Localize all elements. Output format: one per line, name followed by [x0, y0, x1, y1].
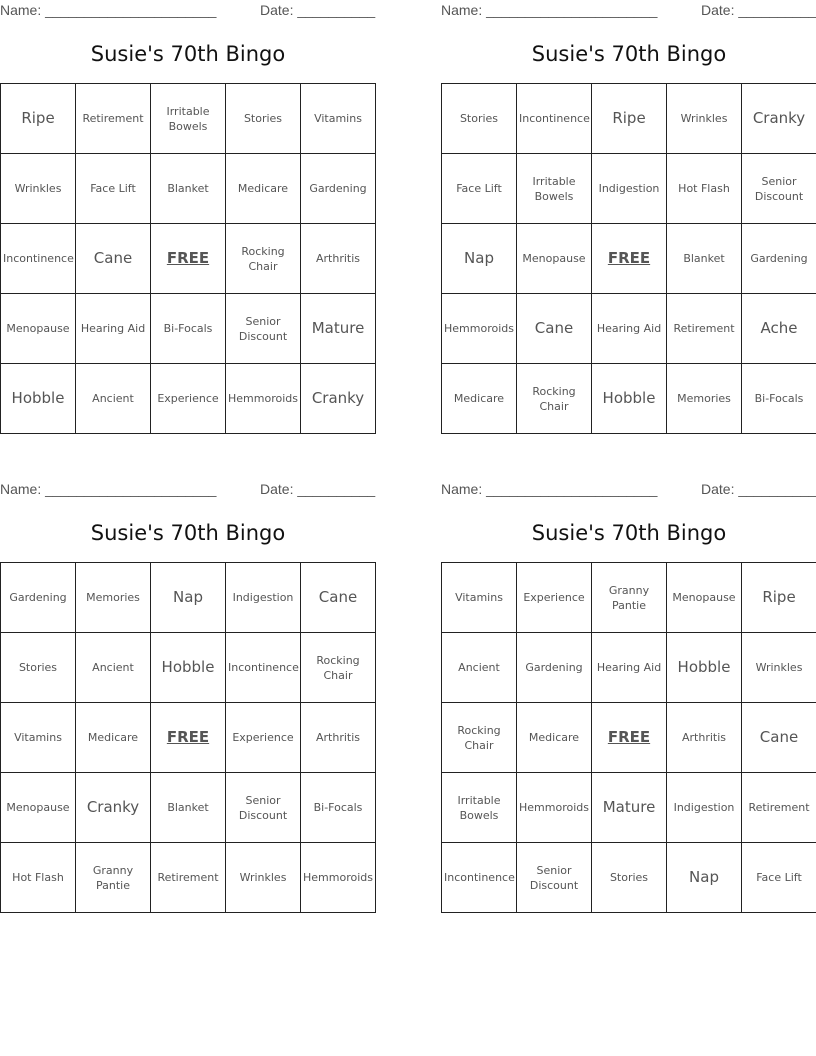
card-title: Susie's 70th Bingo: [90, 42, 286, 66]
bingo-cell[interactable]: Cranky: [301, 364, 376, 434]
bingo-row: [1, 294, 376, 364]
bingo-cell[interactable]: Medicare: [517, 703, 592, 773]
bingo-cell[interactable]: Indigestion: [667, 773, 742, 843]
bingo-cell[interactable]: Retirement: [742, 773, 816, 843]
bingo-cell[interactable]: Rocking Chair: [442, 703, 517, 773]
name-field[interactable]: Name: ______________________: [441, 481, 658, 497]
bingo-cell[interactable]: Senior Discount: [742, 154, 816, 224]
bingo-cell[interactable]: Memories: [667, 364, 742, 434]
bingo-cell[interactable]: Mature: [592, 773, 667, 843]
bingo-cell[interactable]: Vitamins: [301, 84, 376, 154]
bingo-cell[interactable]: Cranky: [76, 773, 151, 843]
name-field[interactable]: Name: ______________________: [0, 481, 217, 497]
bingo-cell[interactable]: Gardening: [517, 633, 592, 703]
free-space[interactable]: FREE: [592, 224, 667, 294]
bingo-cell[interactable]: Stories: [442, 84, 517, 154]
name-date-line: [441, 479, 816, 501]
bingo-cell[interactable]: Irritable Bowels: [517, 154, 592, 224]
card-title: Susie's 70th Bingo: [531, 521, 727, 545]
bingo-cell[interactable]: Ancient: [442, 633, 517, 703]
bingo-row: [1, 843, 376, 913]
bingo-row: [442, 633, 816, 703]
bingo-cell[interactable]: Medicare: [226, 154, 301, 224]
free-space[interactable]: FREE: [592, 703, 667, 773]
bingo-cell[interactable]: Hobble: [592, 364, 667, 434]
bingo-row: [1, 364, 376, 434]
bingo-cell[interactable]: Hearing Aid: [592, 294, 667, 364]
date-field[interactable]: Date: __________: [260, 2, 376, 18]
bingo-cell[interactable]: Hearing Aid: [592, 633, 667, 703]
free-space[interactable]: FREE: [151, 224, 226, 294]
bingo-cell[interactable]: Medicare: [442, 364, 517, 434]
name-date-line: [441, 0, 816, 22]
card-title: Susie's 70th Bingo: [531, 42, 727, 66]
bingo-row: [442, 294, 816, 364]
bingo-cell[interactable]: Wrinkles: [1, 154, 76, 224]
bingo-cell[interactable]: Ripe: [1, 84, 76, 154]
bingo-cell[interactable]: Menopause: [517, 224, 592, 294]
bingo-cell[interactable]: Hobble: [1, 364, 76, 434]
bingo-cell[interactable]: Nap: [151, 563, 226, 633]
bingo-cell[interactable]: Wrinkles: [226, 843, 301, 913]
bingo-cell[interactable]: Arthritis: [667, 703, 742, 773]
bingo-cell[interactable]: Irritable Bowels: [151, 84, 226, 154]
bingo-row: [1, 563, 376, 633]
bingo-grid: [0, 562, 376, 913]
bingo-row: [442, 773, 816, 843]
bingo-cell[interactable]: Retirement: [151, 843, 226, 913]
bingo-cell[interactable]: Hemmoroids: [442, 294, 517, 364]
bingo-cell[interactable]: Nap: [667, 843, 742, 913]
free-space[interactable]: FREE: [151, 703, 226, 773]
bingo-row: [1, 154, 376, 224]
bingo-cell[interactable]: Incontinence: [517, 84, 592, 154]
bingo-cell[interactable]: Irritable Bowels: [442, 773, 517, 843]
bingo-cell[interactable]: Blanket: [667, 224, 742, 294]
date-field[interactable]: Date: __________: [701, 481, 816, 497]
bingo-grid: [441, 562, 816, 913]
bingo-cell[interactable]: Bi-Focals: [151, 294, 226, 364]
bingo-cell[interactable]: Stories: [226, 84, 301, 154]
bingo-cell[interactable]: Menopause: [667, 563, 742, 633]
bingo-cell[interactable]: Rocking Chair: [226, 224, 301, 294]
bingo-row: [1, 773, 376, 843]
date-field[interactable]: Date: __________: [260, 481, 376, 497]
bingo-row: [442, 364, 816, 434]
name-date-line: [0, 0, 376, 22]
bingo-card: [0, 0, 376, 407]
bingo-cell[interactable]: Hobble: [151, 633, 226, 703]
bingo-cell[interactable]: Face Lift: [742, 843, 816, 913]
bingo-cell[interactable]: Hemmoroids: [517, 773, 592, 843]
bingo-cell[interactable]: Ache: [742, 294, 816, 364]
bingo-grid: [441, 83, 816, 434]
bingo-cell[interactable]: Menopause: [1, 294, 76, 364]
bingo-cell[interactable]: Hot Flash: [1, 843, 76, 913]
bingo-cell[interactable]: Ripe: [742, 563, 816, 633]
bingo-row: [442, 154, 816, 224]
bingo-cell[interactable]: Ripe: [592, 84, 667, 154]
bingo-cell[interactable]: Menopause: [1, 773, 76, 843]
bingo-cell[interactable]: Experience: [517, 563, 592, 633]
bingo-cell[interactable]: Incontinence: [1, 224, 76, 294]
bingo-cell[interactable]: Blanket: [151, 154, 226, 224]
bingo-cell[interactable]: Indigestion: [592, 154, 667, 224]
bingo-cell[interactable]: Stories: [592, 843, 667, 913]
bingo-cell[interactable]: Cane: [742, 703, 816, 773]
bingo-cell[interactable]: Hemmoroids: [226, 364, 301, 434]
bingo-cell[interactable]: Nap: [442, 224, 517, 294]
bingo-cell[interactable]: Incontinence: [226, 633, 301, 703]
bingo-cell[interactable]: Retirement: [667, 294, 742, 364]
bingo-cell[interactable]: Rocking Chair: [517, 364, 592, 434]
bingo-row: [442, 224, 816, 294]
bingo-cell[interactable]: Arthritis: [301, 224, 376, 294]
bingo-cell[interactable]: Medicare: [76, 703, 151, 773]
bingo-cell[interactable]: Cane: [76, 224, 151, 294]
bingo-grid: [0, 83, 376, 434]
date-field[interactable]: Date: __________: [701, 2, 816, 18]
bingo-cell[interactable]: Experience: [226, 703, 301, 773]
bingo-cell[interactable]: Hearing Aid: [76, 294, 151, 364]
bingo-card: [441, 479, 816, 892]
name-field[interactable]: Name: ______________________: [0, 2, 217, 18]
bingo-cell[interactable]: Ancient: [76, 364, 151, 434]
bingo-cell[interactable]: Granny Pantie: [592, 563, 667, 633]
bingo-cell[interactable]: Stories: [1, 633, 76, 703]
bingo-cell[interactable]: Wrinkles: [742, 633, 816, 703]
bingo-cell[interactable]: Gardening: [1, 563, 76, 633]
bingo-cell[interactable]: Cane: [301, 563, 376, 633]
name-field[interactable]: Name: ______________________: [441, 2, 658, 18]
bingo-cell[interactable]: Cane: [517, 294, 592, 364]
bingo-cell[interactable]: Vitamins: [1, 703, 76, 773]
bingo-row: [442, 563, 816, 633]
bingo-cell[interactable]: Senior Discount: [517, 843, 592, 913]
bingo-cell[interactable]: Memories: [76, 563, 151, 633]
bingo-cell[interactable]: Gardening: [301, 154, 376, 224]
bingo-cell[interactable]: Retirement: [76, 84, 151, 154]
bingo-cell[interactable]: Bi-Focals: [742, 364, 816, 434]
bingo-cell[interactable]: Wrinkles: [667, 84, 742, 154]
bingo-cell[interactable]: Senior Discount: [226, 294, 301, 364]
name-date-line: [0, 479, 376, 501]
bingo-cell[interactable]: Gardening: [742, 224, 816, 294]
bingo-cell[interactable]: Hemmoroids: [301, 843, 376, 913]
bingo-cell[interactable]: Indigestion: [226, 563, 301, 633]
bingo-row: [1, 633, 376, 703]
bingo-card: [441, 0, 816, 413]
bingo-cell[interactable]: Cranky: [742, 84, 816, 154]
bingo-cell[interactable]: Face Lift: [76, 154, 151, 224]
bingo-cell[interactable]: Blanket: [151, 773, 226, 843]
bingo-cell[interactable]: Face Lift: [442, 154, 517, 224]
bingo-cell[interactable]: Rocking Chair: [301, 633, 376, 703]
bingo-cell[interactable]: Experience: [151, 364, 226, 434]
bingo-row: [442, 843, 816, 913]
bingo-cell[interactable]: Mature: [301, 294, 376, 364]
bingo-row: [1, 224, 376, 294]
bingo-cell[interactable]: Bi-Focals: [301, 773, 376, 843]
card-title: Susie's 70th Bingo: [90, 521, 286, 545]
bingo-cell[interactable]: Arthritis: [301, 703, 376, 773]
bingo-row: [442, 84, 816, 154]
bingo-cell[interactable]: Granny Pantie: [76, 843, 151, 913]
bingo-row: [442, 703, 816, 773]
bingo-row: [1, 84, 376, 154]
bingo-card: [0, 479, 376, 892]
bingo-cell[interactable]: Senior Discount: [226, 773, 301, 843]
bingo-cell[interactable]: Hobble: [667, 633, 742, 703]
bingo-cell[interactable]: Incontinence: [442, 843, 517, 913]
bingo-cell[interactable]: Hot Flash: [667, 154, 742, 224]
bingo-cell[interactable]: Ancient: [76, 633, 151, 703]
bingo-cell[interactable]: Vitamins: [442, 563, 517, 633]
bingo-row: [1, 703, 376, 773]
